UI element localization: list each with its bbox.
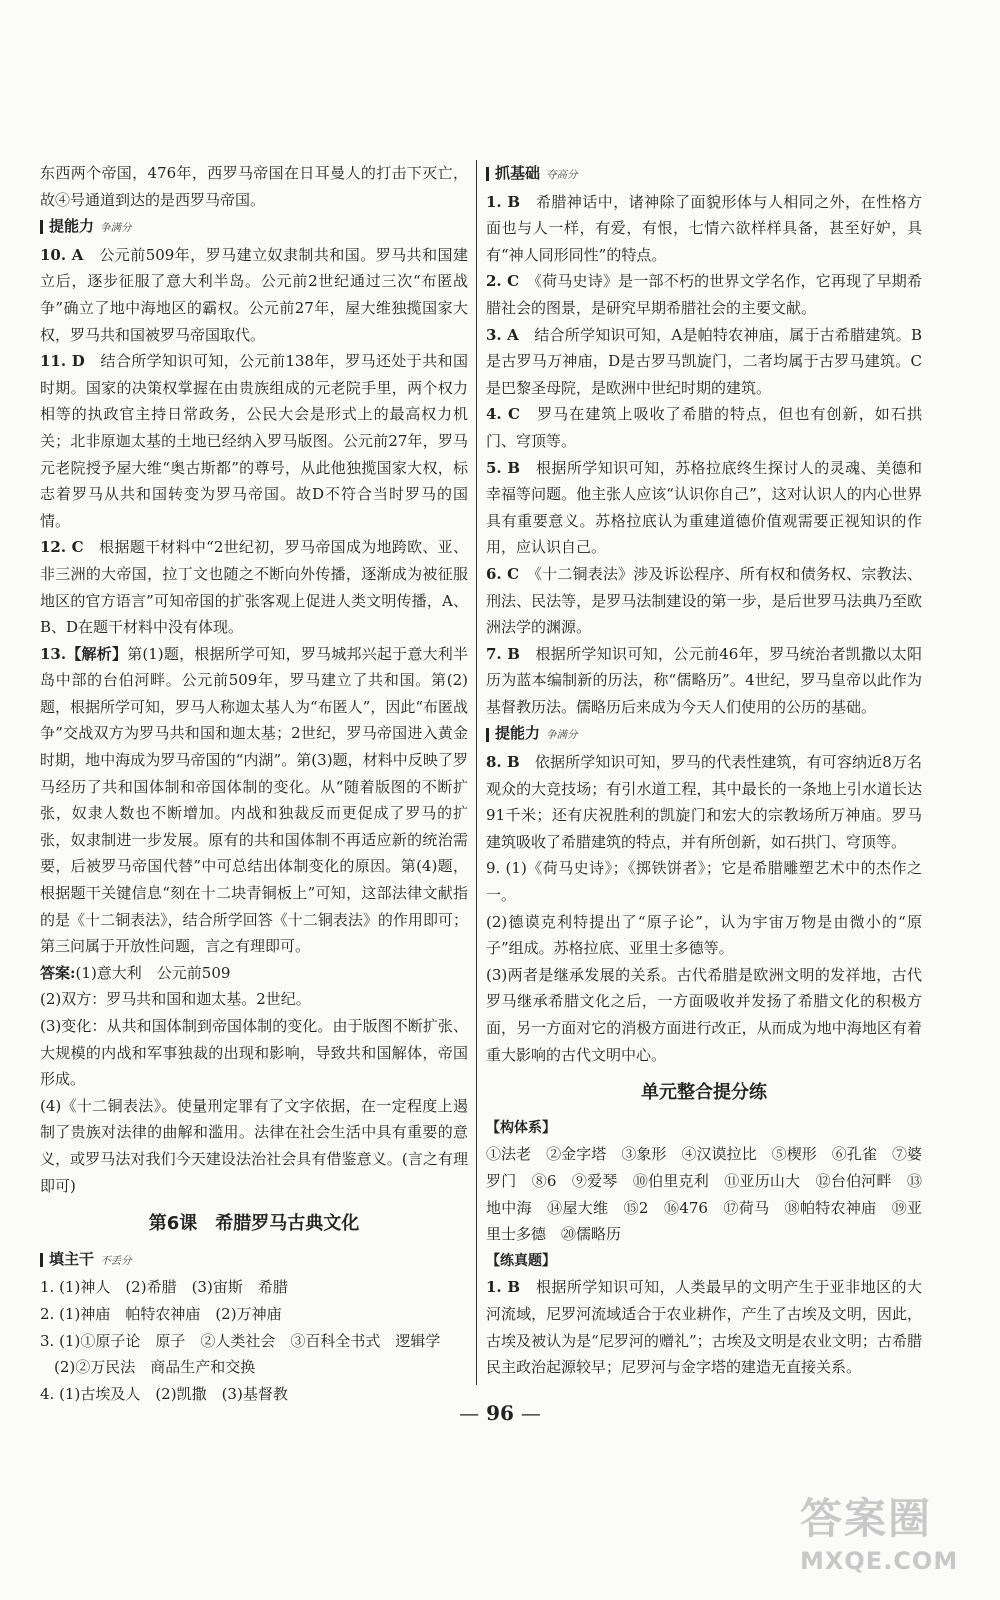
question-13-answer-3: (3)变化：从共和国体制到帝国体制的变化。由于版图不断扩张、大规模的内战和军事独裁的出现和影响，导致共和国解体，帝国形成。 <box>40 1017 468 1089</box>
page-number: — 96 — <box>459 1401 541 1425</box>
column-divider <box>476 160 477 1385</box>
unit-title: 单元整合提分练 <box>641 1082 767 1104</box>
fill-item-1: 1. (1)神人 (2)希腊 (3)宙斯 希腊 <box>40 1278 288 1297</box>
section-header-tianzhugan: 填主干 不丢分 <box>40 1246 468 1275</box>
answer-r9-2: (2)德谟克利特提出了“原子论”，认为宇宙万物是由微小的“原子”组成。苏格拉底、亚里士多德等。 <box>486 912 922 958</box>
answer-r5: 5. B 根据所学知识可知，苏格拉底终生探讨人的灵魂、美德和幸福等问题。他主张人应该“认识你自己”，这对认识人的内心世界具有重要意义。苏格拉底认为重建道德价值观需要正视知识的作用，应认识自己。 <box>486 458 922 557</box>
tag-lian-zhen-ti: 【练真题】 <box>486 1252 556 1269</box>
question-13-analysis: 13.【解析】第(1)题，根据所学可知，罗马城邦兴起于意大利半岛中部的台伯河畔。公元前509年，罗马建立了共和国。第(2)题，根据所学可知，罗马人称迦太基人为“布匿人”，因此“布匿战争”交战双方为罗马共和国和迦太基；2世纪，罗马帝国进入黄金时期，地中海成为罗马帝国的“内湖”。第(3)题，材料中反映了罗马经历了共和国体制和帝国体制的变化。从“随着版图的不断扩张，奴隶人数也不断增加。内战和独裁反而更促成了罗马的扩张，奴隶制进一步发展。原有的共和国体制不再适应新的统治需要，后被罗马帝国代替”中可总结出体制变化的原因。第(4)题，根据题干关键信息“刻在十二块青铜板上”可知，这部法律文献指的是《十二铜表法》，结合所学回答《十二铜表法》的作用即可；第三问属于开放性问题，言之有理即可。 <box>40 644 469 956</box>
tag-gou-ti-xi: 【构体系】 <box>486 1119 556 1136</box>
section-bar-icon <box>486 167 489 181</box>
section-header-tinengli: 提能力 争满分 <box>40 213 468 242</box>
answer-r9-3: (3)两者是继承发展的关系。古代希腊是欧洲文明的发祥地，古代罗马继承希腊文化之后，一方面吸收并发扬了希腊文化的积极方面，另一方面对它的消极方面进行改正，从而成为地中海地区有着重大影响的古代文明中心。 <box>486 965 922 1064</box>
question-10: 10. A 公元前509年，罗马建立奴隶制共和国。罗马共和国建立后，逐步征服了意大利半岛。公元前2世纪通过三次“布匿战争”确立了地中海地区的霸权。公元前27年，屋大维独揽国家大权，罗马共和国被罗马帝国取代。 <box>40 245 468 344</box>
fill-item-4: 4. (1)古埃及人 (2)凯撒 (3)基督教 <box>40 1384 288 1403</box>
fill-item-2: 2. (1)神庙 帕特农神庙 (2)万神庙 <box>40 1304 282 1323</box>
question-11: 11. D 结合所学知识可知，公元前138年，罗马还处于共和国时期。国家的决策权掌握在由贵族组成的元老院手里，两个权力相等的执政官主持日常政务，公民大会是形式上的最高权力机关；北非原迦太基的土地已经纳入罗马版图。公元前27年，罗马元老院授予屋大维“奥古斯都”的尊号，从此他独揽国家大权，标志着罗马从共和国转变为罗马帝国。故D不符合当时罗马的国情。 <box>40 352 468 530</box>
section-bar-icon <box>486 728 489 742</box>
intro-text: 东西两个帝国，476年，西罗马帝国在日耳曼人的打击下灭亡，故④号通道到达的是西罗马帝国。 <box>40 164 468 209</box>
answer-r3: 3. A 结合所学知识可知，A是帕特农神庙，属于古希腊建筑。B是古罗马万神庙，D是古罗马凯旋门，二者均属于古罗马建筑。C是巴黎圣母院，是欧洲中世纪时期的建筑。 <box>486 325 922 397</box>
answer-r1: 1. B 希腊神话中，诸神除了面貌形体与人相同之外，在性格方面也与人一样，有爱，有恨，七情六欲样样具备，甚至好妒，具有“神人同形同性”的特点。 <box>486 192 922 264</box>
section-header-zhuajichu: 抓基础 夺高分 <box>486 160 922 189</box>
question-12: 12. C 根据题干材料中“2世纪初，罗马帝国成为地跨欧、亚、非三洲的大帝国，拉丁文也随之不断向外传播，逐渐成为被征服地区的官方语言”可知帝国的扩张客观上促进人类文明传播，A、B、D在题干材料中没有体现。 <box>40 538 468 637</box>
left-column <box>40 160 468 1407</box>
answer-r6: 6. C 《十二铜表法》涉及诉讼程序、所有权和债务权、宗教法、刑法、民法等，是罗马法制建设的第一步，是后世罗马法典乃至欧洲法学的渊源。 <box>486 564 922 637</box>
fill-item-3b: (2)②万民法 商品生产和交换 <box>54 1358 256 1377</box>
section-bar-icon <box>40 1253 43 1267</box>
section-bar-icon <box>40 220 43 234</box>
fill-item-3: 3. (1)①原子论 原子 ②人类社会 ③百科全书式 逻辑学 <box>40 1331 441 1350</box>
lesson-title: 第6课 希腊罗马古典文化 <box>148 1213 360 1235</box>
watermark-logo: 答案圈 MXQE.COM <box>800 1494 959 1575</box>
answer-z1: 1. B 根据所学知识可知，人类最早的文明产生于亚非地区的大河流域，尼罗河流域适合于农业耕作，产生了古埃及文明，因此，古埃及被认为是“尼罗河的赠礼”；古埃及文明是农业文明；古希腊民主政治起源较早；尼罗河与金字塔的建造无直接关系。 <box>486 1278 922 1377</box>
answer-r2: 2. C 《荷马史诗》是一部不朽的世界文学名作，它再现了早期希腊社会的图景，是研究早期希腊社会的主要文献。 <box>486 272 922 317</box>
answer-r8: 8. B 依据所学知识可知，罗马的代表性建筑，有可容纳近8万名观众的大竞技场；有引水道工程，其中最长的一条地上引水道长达91千米；还有庆祝胜利的凯旋门和宏大的宗教场所万神庙。罗马建筑吸收了希腊建筑的特点，并有所创新，如石拱门、穹顶等。 <box>486 753 923 851</box>
question-13-answer-1: 答案:(1)意大利 公元前509 <box>40 963 231 982</box>
answer-r4: 4. C 罗马在建筑上吸收了希腊的特点，但也有创新，如石拱门、穹顶等。 <box>486 405 922 450</box>
answer-r7: 7. B 根据所学知识可知，公元前46年，罗马统治者凯撒以太阳历为蓝本编制新的历法，称“儒略历”。4世纪，罗马皇帝以此作为基督教历法。儒略历后来成为今天人们使用的公历的基础。 <box>486 644 922 716</box>
question-13-answer-2: (2)双方：罗马共和国和迦太基。2世纪。 <box>40 990 311 1009</box>
system-list: ①法老 ②金字塔 ③象形 ④汉谟拉比 ⑤楔形 ⑥孔雀 ⑦婆罗门 ⑧6 ⑨爱琴 ⑩伯里克利 ⑪亚历山大 ⑫台伯河畔 ⑬地中海 ⑭屋大维 ⑮2 ⑯476 ⑰荷马 ⑱帕特农神庙 ⑲亚里士多德 ⑳儒略历 <box>486 1145 922 1244</box>
section-header-tinengli-right: 提能力 争满分 <box>486 720 922 749</box>
answer-r9-1: 9. (1)《荷马史诗》；《掷铁饼者》；它是希腊雕塑艺术中的杰作之一。 <box>486 859 922 905</box>
right-column <box>486 160 922 1381</box>
question-13-answer-4: (4)《十二铜表法》。使量刑定罪有了文字依据，在一定程度上遏制了贵族对法律的曲解和滥用。法律在社会生活中具有重要的意义，或罗马法对我们今天建设法治社会具有借鉴意义。(言之有理即可) <box>40 1096 468 1195</box>
